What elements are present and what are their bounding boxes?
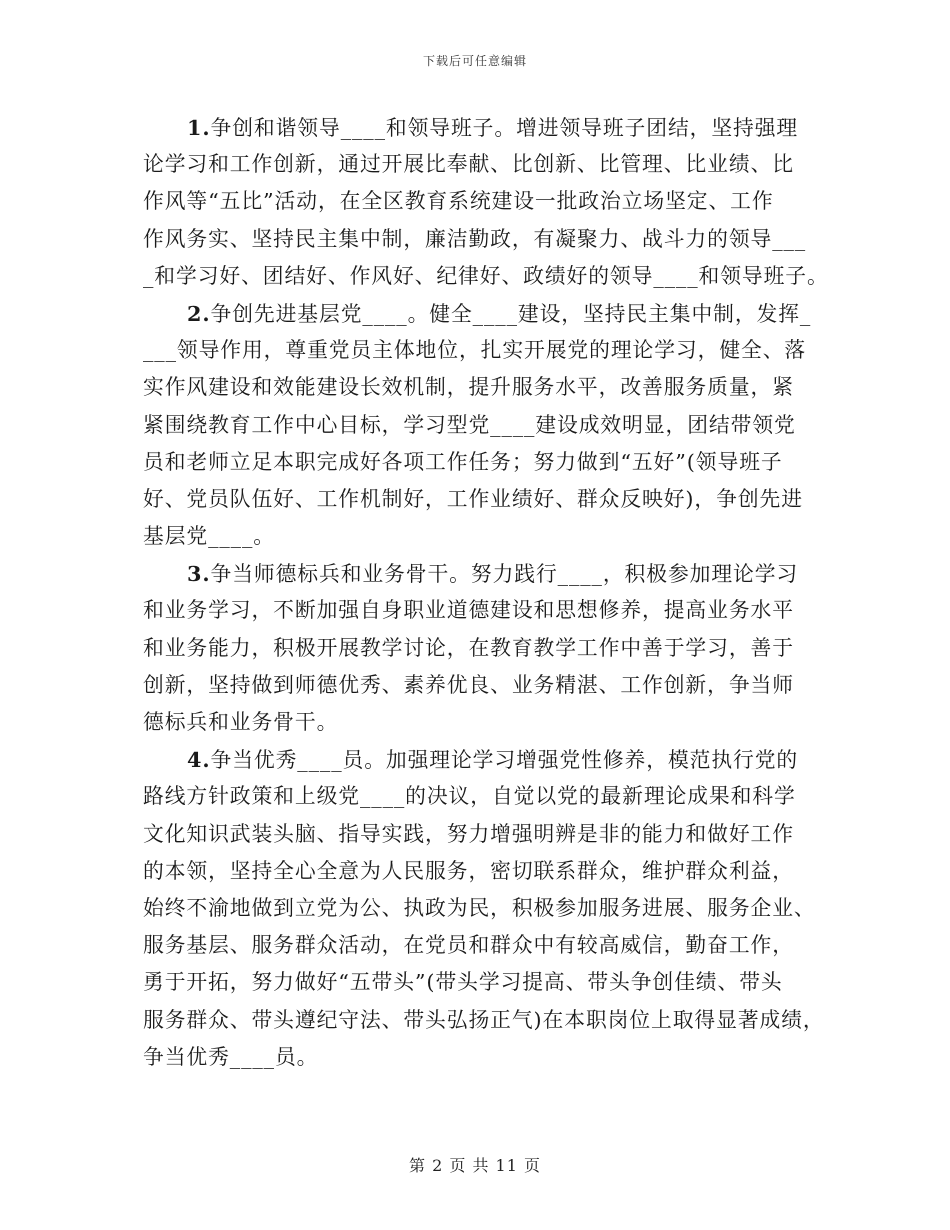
paragraph-line: 实作风建设和效能建设长效机制，提升服务水平，改善服务质量，紧 <box>143 375 794 400</box>
paragraph-3 <box>143 555 807 741</box>
page-header: 下载后可任意编辑 <box>422 54 527 68</box>
paragraph-line: 和业务学习，不断加强自身职业道德建设和思想修养，提高业务水平 <box>143 598 794 623</box>
paragraph-line: ___领导作用，尊重党员主体地位，扎实开展党的理论学习，健全、落 <box>143 338 807 363</box>
paragraph-line: 基层党____。 <box>143 524 275 549</box>
paragraph-line: 争当师德标兵和业务骨干。努力践行____，积极参加理论学习 <box>210 562 799 587</box>
paragraph-line: 员和老师立足本职完成好各项工作任务；努力做到“五好”(领导班子 <box>143 449 783 474</box>
paragraph-line: _和学习好、团结好、作风好、纪律好、政绩好的领导____和领导班子。 <box>143 263 829 288</box>
paragraph-line: 争创和谐领导____和领导班子。增进领导班子团结，坚持强理 <box>210 116 799 140</box>
page-footer: 第 2 页 共 11 页 <box>409 1156 541 1175</box>
document-body <box>143 109 829 1076</box>
paragraph-line: 争创先进基层党____。健全____建设，坚持民主集中制，发挥_ <box>210 301 812 326</box>
paragraph-line: 德标兵和业务骨干。 <box>143 710 339 734</box>
paragraph-1 <box>143 109 829 295</box>
paragraph-number: 4. <box>187 747 211 773</box>
paragraph-line: 好、党员队伍好、工作机制好，工作业绩好、群众反映好)，争创先进 <box>143 486 803 511</box>
paragraph-line: 争当优秀____员。 <box>143 1044 319 1069</box>
paragraph-line: 作风务实、坚持民主集中制，廉洁勤政，有凝聚力、战斗力的领导___ <box>143 226 807 251</box>
paragraph-line: 和业务能力，积极开展教学讨论，在教育教学工作中善于学习，善于 <box>143 635 794 660</box>
paragraph-line: 文化知识武装头脑、指导实践，努力增强明辨是非的能力和做好工作 <box>143 821 794 846</box>
paragraph-line: 论学习和工作创新，通过开展比奉献、比创新、比管理、比业绩、比 <box>143 152 794 177</box>
paragraph-line: 勇于开拓，努力做好“五带头”(带头学习提高、带头争创佳绩、带头 <box>143 970 783 995</box>
paragraph-number: 1. <box>187 115 211 140</box>
paragraph-number: 2. <box>187 300 211 326</box>
paragraph-line: 路线方针政策和上级党____的决议，自觉以党的最新理论成果和科学 <box>143 784 796 809</box>
paragraph-line: 作风等“五比”活动，在全区教育系统建设一批政治立场坚定、工作 <box>143 189 774 214</box>
paragraph-line: 服务群众、带头遵纪守法、带头弘扬正气)在本职岗位上取得显著成绩， <box>143 1007 825 1032</box>
paragraph-line: 争当优秀____员。加强理论学习增强党性修养，模范执行党的 <box>210 748 799 773</box>
paragraph-4 <box>143 741 825 1076</box>
paragraph-number: 3. <box>187 561 211 587</box>
paragraph-line: 紧围绕教育工作中心目标，学习型党____建设成效明显，团结带领党 <box>143 412 796 437</box>
paragraph-line: 的本领，坚持全心全意为人民服务，密切联系群众，维护群众利益， <box>143 858 794 883</box>
paragraph-line: 创新，坚持做到师德优秀、素养优良、业务精湛、工作创新，争当师 <box>143 672 794 697</box>
paragraph-2 <box>143 295 812 555</box>
paragraph-line: 服务基层、服务群众活动，在党员和群众中有较高威信，勤奋工作， <box>143 933 794 958</box>
paragraph-line: 始终不渝地做到立党为公、执政为民，积极参加服务进展、服务企业、 <box>143 895 816 920</box>
